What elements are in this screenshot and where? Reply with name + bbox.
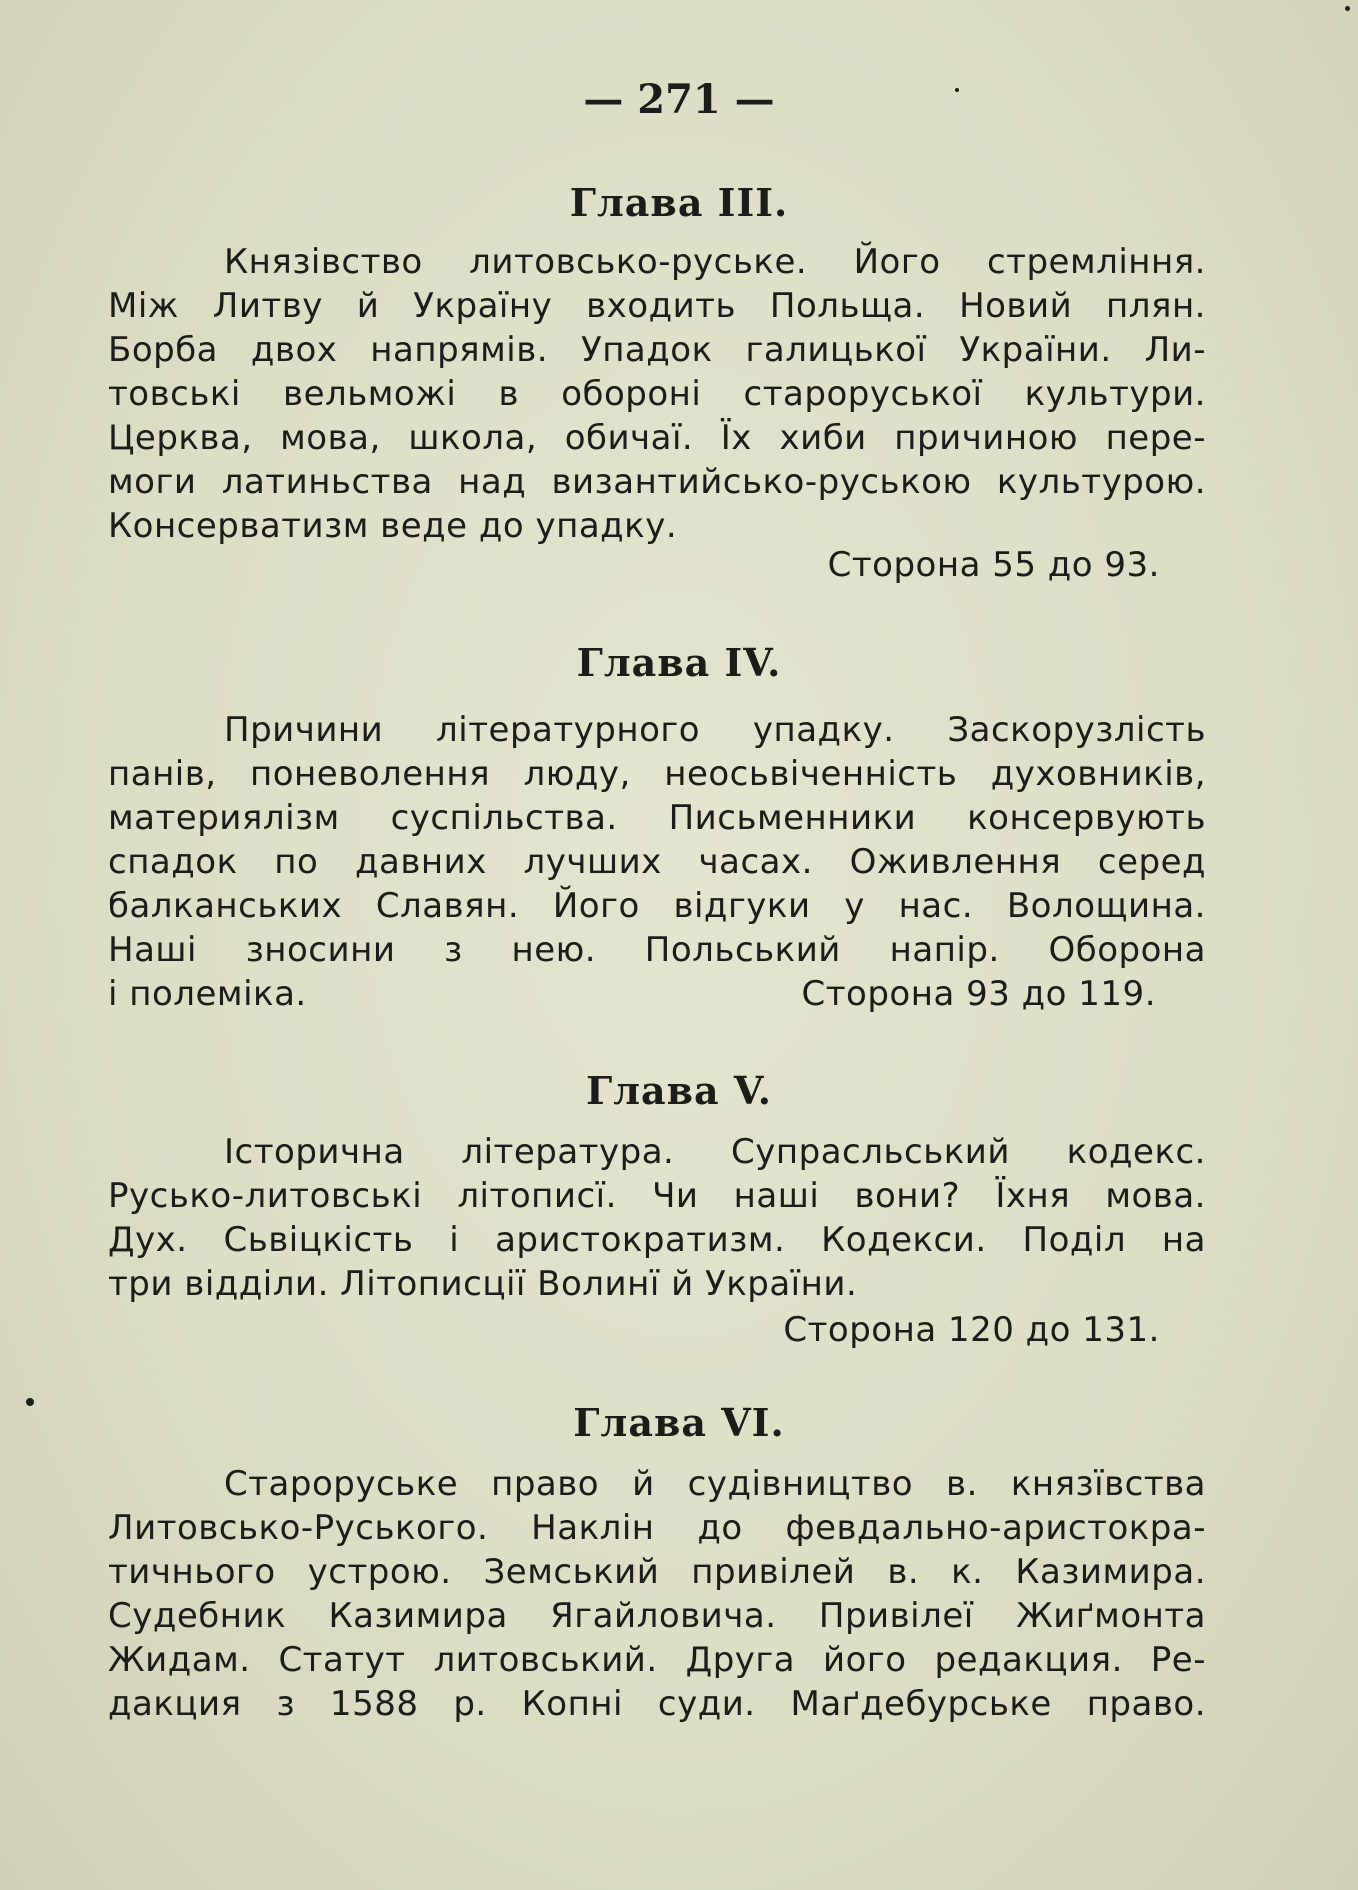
chapter-summary bbox=[108, 240, 1206, 548]
summary-line: Причини літературного упадку. Заскорузлість bbox=[224, 710, 1206, 750]
chapter-heading: Глава V. bbox=[586, 1068, 772, 1113]
summary-line: Консерватизм веде до упадку. bbox=[108, 506, 678, 546]
summary-line: Жидам. Статут литовський. Друга його редакция. Ре- bbox=[108, 1640, 1206, 1680]
page-number: — 271 — bbox=[583, 76, 775, 123]
summary-line: материялізм суспільства. Письменники консервують bbox=[108, 798, 1206, 838]
summary-line: Литовсько-Руського. Наклін до февдально-аристокра- bbox=[108, 1508, 1206, 1548]
chapter-summary bbox=[108, 708, 1206, 1016]
ink-speck bbox=[1345, 6, 1350, 11]
chapter-summary bbox=[108, 1130, 1206, 1306]
chapter-heading: Глава IV. bbox=[576, 640, 782, 685]
summary-line: Староруське право й судівництво в. князївства bbox=[224, 1464, 1206, 1504]
summary-line: дакция з 1588 р. Копні суди. Маґдебурське право. bbox=[108, 1684, 1206, 1724]
summary-line: балканських Славян. Його відгуки у нас. Волощина. bbox=[108, 886, 1206, 926]
summary-line: Дух. Сьвіцкість і аристократизм. Кодекси. Поділ на bbox=[108, 1220, 1206, 1260]
summary-line: Русько-литовські літописї. Чи наші вони? Їхня мова. bbox=[108, 1176, 1206, 1216]
ink-speck bbox=[26, 1398, 34, 1406]
summary-line: і полеміка. bbox=[108, 974, 307, 1014]
summary-line: моги латиньства над византийсько-руською культурою. bbox=[108, 462, 1206, 502]
summary-line: три відділи. Літописції Волинї й України. bbox=[108, 1264, 858, 1304]
chapter-heading: Глава VI. bbox=[573, 1400, 785, 1445]
summary-line: тичнього устрою. Земський привілей в. к. Казимира. bbox=[108, 1552, 1206, 1592]
ink-speck bbox=[955, 88, 959, 92]
chapter-summary bbox=[108, 1462, 1206, 1726]
summary-line: Судебник Казимира Ягайловича. Привілеї Жиґмонта bbox=[108, 1596, 1206, 1636]
page-range: Сторона 120 до 131. bbox=[783, 1310, 1160, 1350]
page-range: Сторона 55 до 93. bbox=[827, 545, 1160, 585]
summary-line: Наші зносини з нею. Польський напір. Оборона bbox=[108, 930, 1206, 970]
summary-line: Князівство литовсько-руське. Його стремління. bbox=[224, 242, 1206, 282]
summary-line: спадок по давних лучших часах. Оживлення серед bbox=[108, 842, 1206, 882]
page-range: Сторона 93 до 119. bbox=[801, 974, 1156, 1014]
summary-line: Історична література. Супрасльський кодекс. bbox=[224, 1132, 1206, 1172]
summary-line-with-pages bbox=[108, 972, 1206, 1016]
summary-line: Церква, мова, школа, обичаї. Їх хиби причиною пере- bbox=[108, 418, 1206, 458]
summary-line: товські вельможі в обороні староруської культури. bbox=[108, 374, 1206, 414]
summary-line: Між Литву й Україну входить Польща. Новий плян. bbox=[108, 286, 1206, 326]
chapter-heading: Глава III. bbox=[569, 180, 789, 225]
summary-line: Борба двох напрямів. Упадок галицької України. Ли- bbox=[108, 330, 1206, 370]
summary-line: панів, поневолення люду, неосьвіченність духовників, bbox=[108, 754, 1206, 794]
